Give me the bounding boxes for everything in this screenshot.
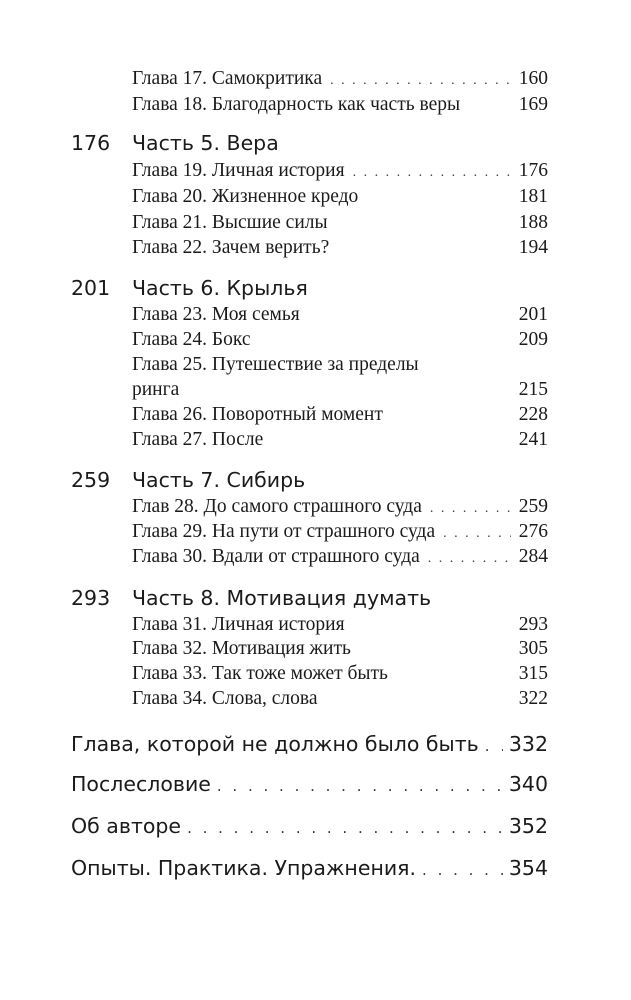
chapter-page: 322 — [518, 688, 548, 709]
toc-part-heading — [0, 465, 631, 495]
dot-leader — [485, 730, 503, 762]
chapter-title: Глава 20. Жизненное кредо — [132, 186, 359, 207]
dot-leader — [353, 160, 511, 186]
chapter-title: Глава 34. Слова, слова — [132, 688, 318, 709]
toc-chapter-row — [132, 661, 548, 687]
toc-chapter-row — [132, 686, 548, 712]
part-title: Часть 5. Вера — [132, 131, 279, 155]
dot-leader — [422, 854, 503, 886]
toc-chapter-row — [132, 184, 548, 210]
dot-leader — [428, 546, 511, 572]
chapter-page: 293 — [518, 614, 548, 635]
section-page: 332 — [508, 732, 548, 756]
part-page: 201 — [71, 276, 111, 300]
chapter-page: 209 — [518, 329, 548, 350]
chapter-title: Глава 27. После — [132, 429, 264, 450]
toc-chapter-row — [132, 519, 548, 545]
chapter-page: 181 — [518, 186, 548, 207]
chapter-title: Глава 23. Моя семья — [132, 304, 300, 325]
chapter-page: 284 — [518, 546, 548, 567]
part-page: 293 — [71, 586, 111, 610]
toc-section-row — [71, 852, 548, 884]
section-title: Послесловие — [71, 772, 211, 796]
section-page: 340 — [508, 772, 548, 796]
chapter-title: Глава 21. Высшие силы — [132, 212, 328, 233]
chapter-page: 259 — [518, 496, 548, 517]
chapter-title: Глава 22. Зачем верить? — [132, 237, 330, 258]
toc-chapter-row — [132, 352, 548, 378]
chapter-page: 201 — [518, 304, 548, 325]
section-title: Опыты. Практика. Упражнения. — [71, 856, 417, 880]
section-title: Глава, которой не должно было быть — [71, 732, 479, 756]
section-page: 352 — [508, 814, 548, 838]
chapter-title: Глава 19. Личная история — [132, 160, 345, 181]
toc-part-heading — [0, 583, 631, 613]
chapter-title: Глава 18. Благодарность как часть веры — [132, 94, 461, 115]
chapter-title: Глава 33. Так тоже может быть — [132, 663, 388, 684]
toc-chapter-row — [132, 427, 548, 453]
chapter-page: 315 — [518, 663, 548, 684]
chapter-title: Глава 31. Личная история — [132, 614, 345, 635]
toc-section-row — [71, 768, 548, 800]
part-title: Часть 8. Мотивация думать — [132, 586, 432, 610]
toc-chapter-row — [132, 210, 548, 236]
chapter-title: Глава 26. Поворотный момент — [132, 404, 383, 425]
chapter-page: 176 — [518, 160, 548, 181]
toc-chapter-row — [132, 235, 548, 261]
part-page: 259 — [71, 468, 111, 492]
chapter-page: 241 — [518, 429, 548, 450]
toc-chapter-row — [132, 327, 548, 353]
part-title: Часть 6. Крылья — [132, 276, 308, 300]
chapter-page: 169 — [518, 94, 548, 115]
chapter-page: 228 — [518, 404, 548, 425]
dot-leader — [187, 812, 503, 844]
toc-chapter-row — [132, 158, 548, 184]
chapter-title: Глава 29. На пути от страшного суда — [132, 521, 436, 542]
chapter-page: 188 — [518, 212, 548, 233]
section-title: Об авторе — [71, 814, 182, 838]
chapter-page: 305 — [518, 638, 548, 659]
chapter-title: Глава 24. Бокс — [132, 329, 251, 350]
chapter-title: Глава 32. Мотивация жить — [132, 638, 351, 659]
chapter-title: Глава 30. Вдали от страшного суда — [132, 546, 420, 567]
part-page: 176 — [71, 131, 111, 155]
toc-chapter-row — [132, 402, 548, 428]
toc-chapter-row — [132, 494, 548, 520]
chapter-title: ринга — [132, 379, 180, 400]
toc-chapter-row — [132, 377, 548, 403]
toc-chapter-row — [132, 612, 548, 638]
toc-chapter-row — [132, 92, 548, 118]
toc-chapter-row — [132, 66, 548, 92]
toc-section-row — [71, 728, 548, 760]
section-page: 354 — [508, 856, 548, 880]
toc-section-row — [71, 810, 548, 842]
dot-leader — [330, 68, 511, 94]
chapter-title: Глава 17. Самокритика — [132, 68, 323, 89]
chapter-page: 276 — [518, 521, 548, 542]
toc-chapter-row — [132, 302, 548, 328]
toc-chapter-row — [132, 636, 548, 662]
toc-part-heading — [0, 273, 631, 303]
chapter-page: 160 — [518, 68, 548, 89]
chapter-title: Глав 28. До самого страшного суда — [132, 496, 422, 517]
dot-leader — [217, 770, 503, 802]
chapter-page: 215 — [518, 379, 548, 400]
part-title: Часть 7. Сибирь — [132, 468, 306, 492]
toc-part-heading — [0, 128, 631, 158]
toc-chapter-row — [132, 544, 548, 570]
chapter-title: Глава 25. Путешествие за пределы — [132, 354, 419, 375]
chapter-page: 194 — [518, 237, 548, 258]
